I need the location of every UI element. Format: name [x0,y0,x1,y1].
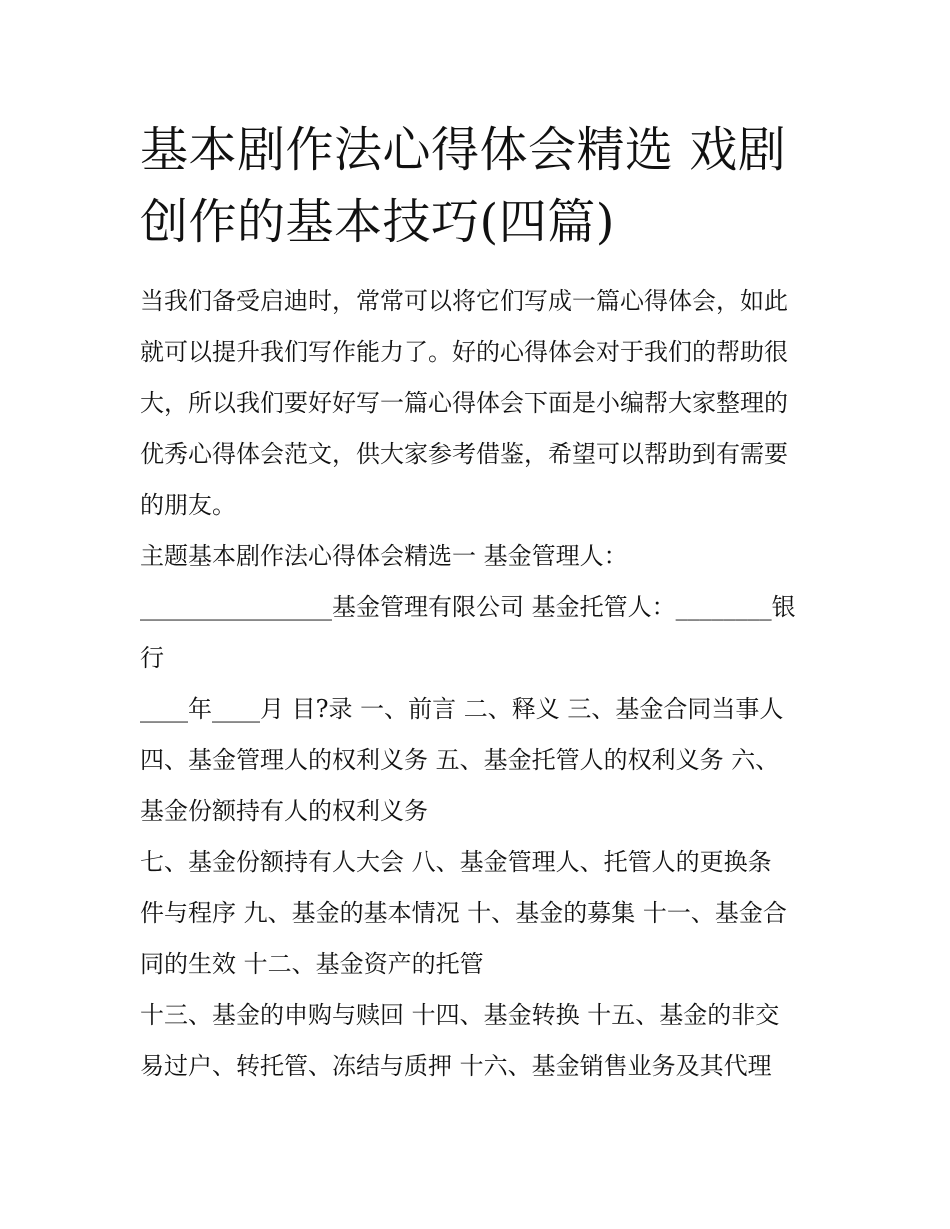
body-line: 优秀心得体会范文，供大家参考借鉴，希望可以帮助到有需要 [140,440,788,468]
body-line: 当我们备受启迪时，常常可以将它们写成一篇心得体会，如此 [140,287,788,315]
title-line-1: 基本剧作法心得体会精选 戏剧 [140,122,787,178]
body-line: 十三、基金的申购与赎回 十四、基金转换 十五、基金的非交 [140,1001,780,1029]
body-line: ____年____月 目?录 一、前言 二、释义 三、基金合同当事人 [140,695,784,723]
body-line: ________________基金管理有限公司 基金托管人：________银 [140,593,796,621]
body-line: 四、基金管理人的权利义务 五、基金托管人的权利义务 六、 [140,746,780,774]
document-title [140,114,830,258]
body-line: 行 [140,644,164,672]
title-line-2: 创作的基本技巧(四篇) [140,194,615,250]
body-line: 的朋友。 [140,491,236,519]
body-line: 就可以提升我们写作能力了。好的心得体会对于我们的帮助很 [140,338,788,366]
body-line: 件与程序 九、基金的基本情况 十、基金的募集 十一、基金合 [140,899,787,927]
body-line: 七、基金份额持有人大会 八、基金管理人、托管人的更换条 [140,848,772,876]
body-line: 易过户、转托管、冻结与质押 十六、基金销售业务及其代理 [140,1052,772,1080]
body-line: 大，所以我们要好好写一篇心得体会下面是小编帮大家整理的 [140,389,788,417]
body-line: 主题基本剧作法心得体会精选一 基金管理人： [140,542,628,570]
body-line: 基金份额持有人的权利义务 [140,797,428,825]
body-line: 同的生效 十二、基金资产的托管 [140,950,484,978]
document-body [140,276,830,1092]
